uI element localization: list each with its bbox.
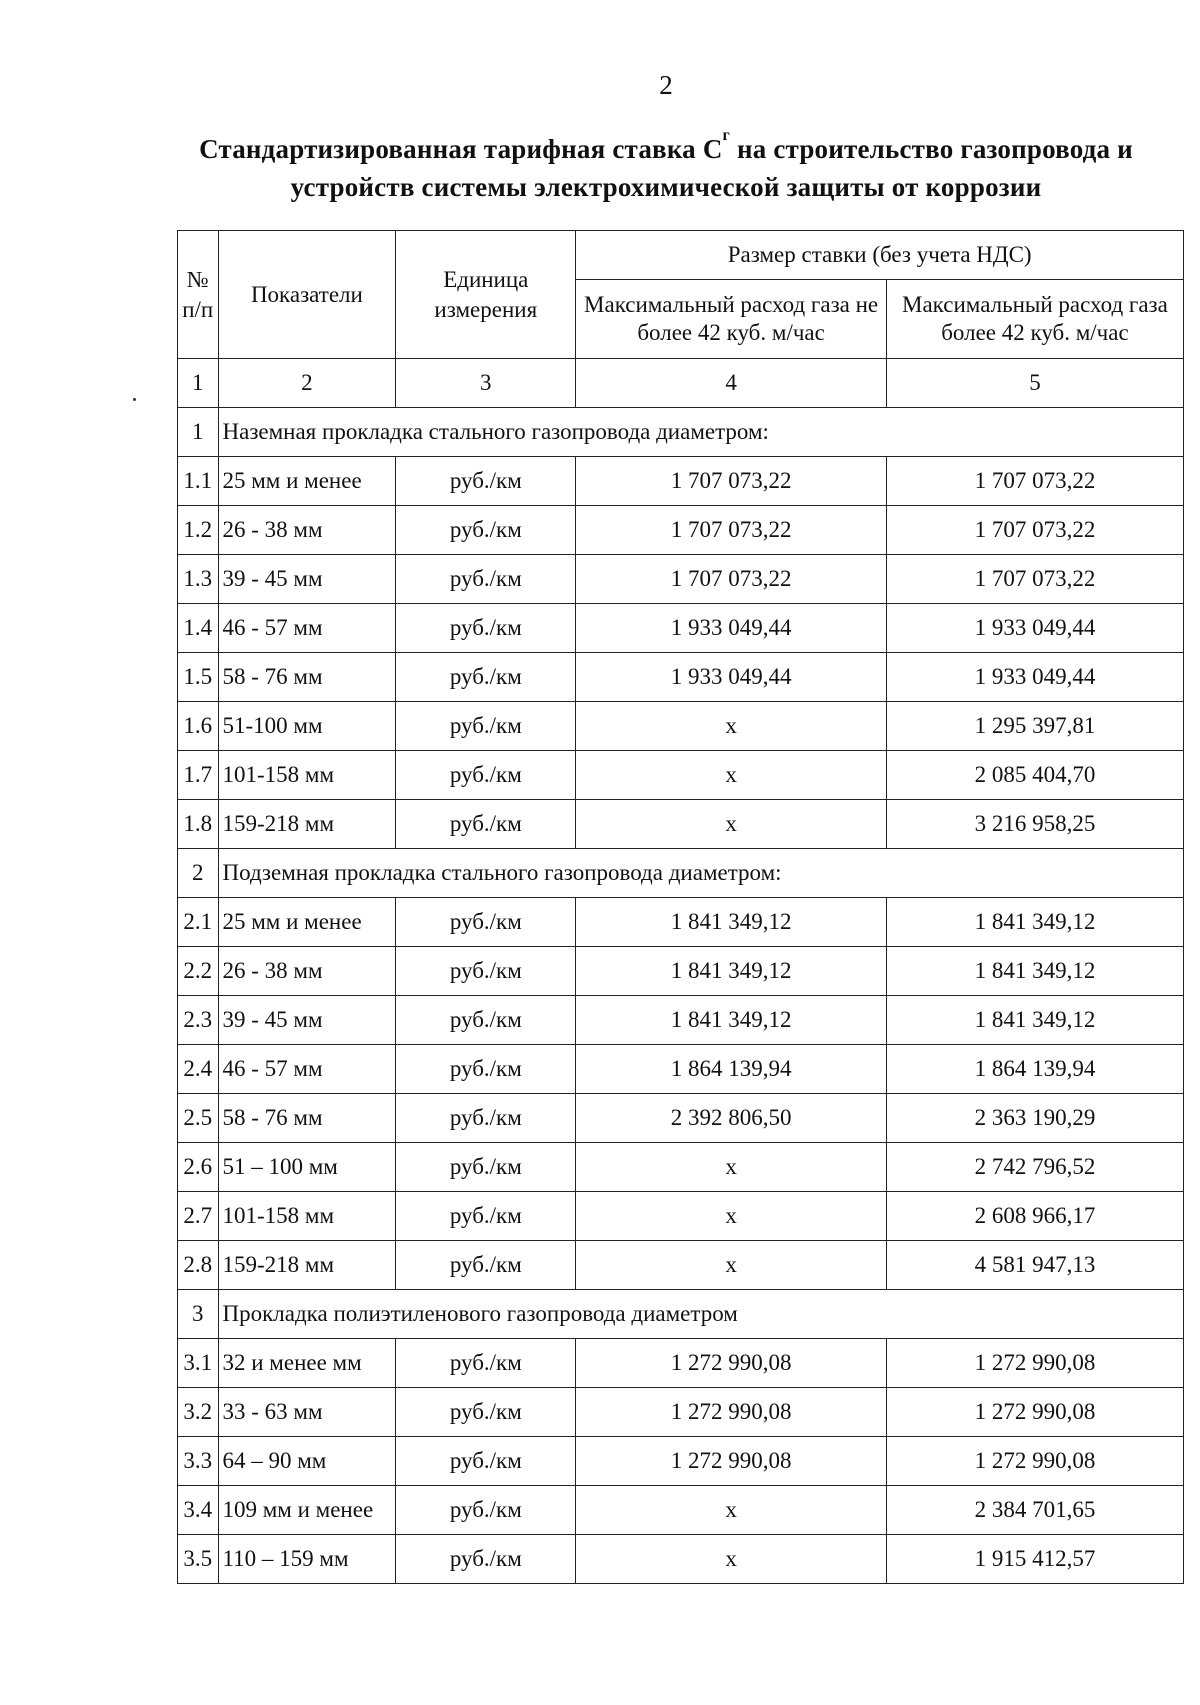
table-row [178, 1339, 1184, 1388]
row-indicator: 25 мм и менее [218, 457, 396, 506]
rate-low-value: х [576, 800, 887, 849]
table-row [178, 947, 1184, 996]
rate-low-value: х [576, 1535, 887, 1584]
row-indicator: 58 - 76 мм [218, 653, 396, 702]
row-number: 2.1 [178, 898, 219, 947]
rate-low-value: 1 933 049,44 [576, 653, 887, 702]
row-number: 1.3 [178, 555, 219, 604]
rate-low-value: 1 841 349,12 [576, 898, 887, 947]
row-number: 2.7 [178, 1192, 219, 1241]
rate-high-value: 1 864 139,94 [886, 1045, 1183, 1094]
table-header-row [178, 231, 1184, 280]
table-row [178, 1535, 1184, 1584]
row-indicator: 58 - 76 мм [218, 1094, 396, 1143]
row-unit: руб./км [396, 1094, 576, 1143]
table-row [178, 604, 1184, 653]
header-unit: Единица измерения [396, 231, 576, 359]
rate-high-value: 2 085 404,70 [886, 751, 1183, 800]
rate-low-value: 1 707 073,22 [576, 555, 887, 604]
rate-high-value: 1 933 049,44 [886, 604, 1183, 653]
section-row [178, 1290, 1184, 1339]
table-row [178, 898, 1184, 947]
table-row [178, 702, 1184, 751]
table-row [178, 1045, 1184, 1094]
rate-low-value: 1 841 349,12 [576, 996, 887, 1045]
table-row [178, 653, 1184, 702]
header-num: № п/п [178, 231, 219, 359]
column-number: 3 [396, 359, 576, 408]
table-row [178, 996, 1184, 1045]
rate-low-value: х [576, 751, 887, 800]
table-row [178, 457, 1184, 506]
table-row [178, 1143, 1184, 1192]
rate-high-value: 1 295 397,81 [886, 702, 1183, 751]
table-row [178, 1192, 1184, 1241]
row-indicator: 159-218 мм [218, 1241, 396, 1290]
row-number: 2.8 [178, 1241, 219, 1290]
row-number: 3.5 [178, 1535, 219, 1584]
rate-high-value: 1 707 073,22 [886, 555, 1183, 604]
header-rate-low: Максимальный расход газа не более 42 куб. м/час [576, 280, 887, 359]
row-indicator: 39 - 45 мм [218, 996, 396, 1045]
row-indicator: 32 и менее мм [218, 1339, 396, 1388]
rate-low-value: 1 272 990,08 [576, 1437, 887, 1486]
row-number: 1.7 [178, 751, 219, 800]
rate-low-value: х [576, 1241, 887, 1290]
row-unit: руб./км [396, 1192, 576, 1241]
row-indicator: 101-158 мм [218, 1192, 396, 1241]
row-number: 2.2 [178, 947, 219, 996]
rate-high-value: 1 841 349,12 [886, 996, 1183, 1045]
column-number: 2 [218, 359, 396, 408]
table-row [178, 506, 1184, 555]
row-number: 2.5 [178, 1094, 219, 1143]
row-indicator: 46 - 57 мм [218, 604, 396, 653]
table-row [178, 1437, 1184, 1486]
rate-high-value: 1 841 349,12 [886, 947, 1183, 996]
row-number: 3.3 [178, 1437, 219, 1486]
section-title: Подземная прокладка стального газопровода диаметром: [218, 849, 1184, 898]
title-superscript: г [722, 127, 730, 144]
row-indicator: 46 - 57 мм [218, 1045, 396, 1094]
title-line1-end: на строительство газопровода и [730, 134, 1133, 164]
row-indicator: 159-218 мм [218, 800, 396, 849]
column-number: 5 [886, 359, 1183, 408]
row-unit: руб./км [396, 1339, 576, 1388]
rate-low-value: 1 707 073,22 [576, 457, 887, 506]
row-unit: руб./км [396, 604, 576, 653]
row-number: 1.6 [178, 702, 219, 751]
rate-high-value: 2 742 796,52 [886, 1143, 1183, 1192]
row-number: 2.3 [178, 996, 219, 1045]
row-unit: руб./км [396, 555, 576, 604]
row-indicator: 110 – 159 мм [218, 1535, 396, 1584]
section-number: 1 [178, 408, 219, 457]
row-number: 1.5 [178, 653, 219, 702]
column-number: 4 [576, 359, 887, 408]
row-indicator: 33 - 63 мм [218, 1388, 396, 1437]
scan-speck [133, 398, 136, 401]
rate-high-value: 1 272 990,08 [886, 1388, 1183, 1437]
row-unit: руб./км [396, 653, 576, 702]
section-number: 3 [178, 1290, 219, 1339]
rate-high-value: 3 216 958,25 [886, 800, 1183, 849]
row-unit: руб./км [396, 751, 576, 800]
row-unit: руб./км [396, 947, 576, 996]
table-row [178, 1094, 1184, 1143]
tariff-table [177, 230, 1184, 1584]
rate-low-value: 1 272 990,08 [576, 1388, 887, 1437]
section-number: 2 [178, 849, 219, 898]
row-number: 1.8 [178, 800, 219, 849]
rate-low-value: х [576, 1143, 887, 1192]
rate-low-value: 1 841 349,12 [576, 947, 887, 996]
title-line1-start: Стандартизированная тарифная ставка С [199, 134, 723, 164]
row-unit: руб./км [396, 800, 576, 849]
row-unit: руб./км [396, 1045, 576, 1094]
table-row [178, 1388, 1184, 1437]
rate-low-value: 1 707 073,22 [576, 506, 887, 555]
document-title [166, 127, 1166, 206]
rate-high-value: 2 384 701,65 [886, 1486, 1183, 1535]
row-indicator: 51 – 100 мм [218, 1143, 396, 1192]
rate-high-value: 1 915 412,57 [886, 1535, 1183, 1584]
header-rate-group: Размер ставки (без учета НДС) [576, 231, 1184, 280]
section-title: Наземная прокладка стального газопровода диаметром: [218, 408, 1184, 457]
rate-low-value: х [576, 1486, 887, 1535]
rate-high-value: 1 933 049,44 [886, 653, 1183, 702]
rate-high-value: 2 363 190,29 [886, 1094, 1183, 1143]
row-indicator: 26 - 38 мм [218, 506, 396, 555]
row-indicator: 26 - 38 мм [218, 947, 396, 996]
row-number: 3.4 [178, 1486, 219, 1535]
table-row [178, 555, 1184, 604]
rate-high-value: 4 581 947,13 [886, 1241, 1183, 1290]
rate-high-value: 1 841 349,12 [886, 898, 1183, 947]
row-indicator: 51-100 мм [218, 702, 396, 751]
row-indicator: 25 мм и менее [218, 898, 396, 947]
row-number: 1.4 [178, 604, 219, 653]
section-row [178, 849, 1184, 898]
row-unit: руб./км [396, 1388, 576, 1437]
row-indicator: 64 – 90 мм [218, 1437, 396, 1486]
row-unit: руб./км [396, 702, 576, 751]
rate-high-value: 2 608 966,17 [886, 1192, 1183, 1241]
row-number: 1.1 [178, 457, 219, 506]
rate-low-value: х [576, 1192, 887, 1241]
rate-low-value: х [576, 702, 887, 751]
row-unit: руб./км [396, 1486, 576, 1535]
row-indicator: 109 мм и менее [218, 1486, 396, 1535]
row-unit: руб./км [396, 506, 576, 555]
row-unit: руб./км [396, 1143, 576, 1192]
header-indicator: Показатели [218, 231, 396, 359]
table-row [178, 1241, 1184, 1290]
row-unit: руб./км [396, 457, 576, 506]
section-title: Прокладка полиэтиленового газопровода диаметром [218, 1290, 1184, 1339]
rate-high-value: 1 707 073,22 [886, 506, 1183, 555]
rate-high-value: 1 272 990,08 [886, 1339, 1183, 1388]
column-number-row [178, 359, 1184, 408]
row-number: 2.6 [178, 1143, 219, 1192]
page-number: 2 [659, 70, 673, 100]
row-unit: руб./км [396, 898, 576, 947]
rate-low-value: 2 392 806,50 [576, 1094, 887, 1143]
row-unit: руб./км [396, 1535, 576, 1584]
table-row [178, 800, 1184, 849]
rate-low-value: 1 864 139,94 [576, 1045, 887, 1094]
title-line2: устройств системы электрохимической защиты от коррозии [290, 172, 1042, 202]
rate-high-value: 1 272 990,08 [886, 1437, 1183, 1486]
row-indicator: 101-158 мм [218, 751, 396, 800]
row-indicator: 39 - 45 мм [218, 555, 396, 604]
row-number: 2.4 [178, 1045, 219, 1094]
table-row [178, 1486, 1184, 1535]
row-unit: руб./км [396, 1437, 576, 1486]
row-unit: руб./км [396, 996, 576, 1045]
row-number: 3.2 [178, 1388, 219, 1437]
table-row [178, 751, 1184, 800]
rate-low-value: 1 933 049,44 [576, 604, 887, 653]
row-number: 1.2 [178, 506, 219, 555]
rate-low-value: 1 272 990,08 [576, 1339, 887, 1388]
section-row [178, 408, 1184, 457]
row-number: 3.1 [178, 1339, 219, 1388]
column-number: 1 [178, 359, 219, 408]
rate-high-value: 1 707 073,22 [886, 457, 1183, 506]
row-unit: руб./км [396, 1241, 576, 1290]
header-rate-high: Максимальный расход газа более 42 куб. м/час [886, 280, 1183, 359]
